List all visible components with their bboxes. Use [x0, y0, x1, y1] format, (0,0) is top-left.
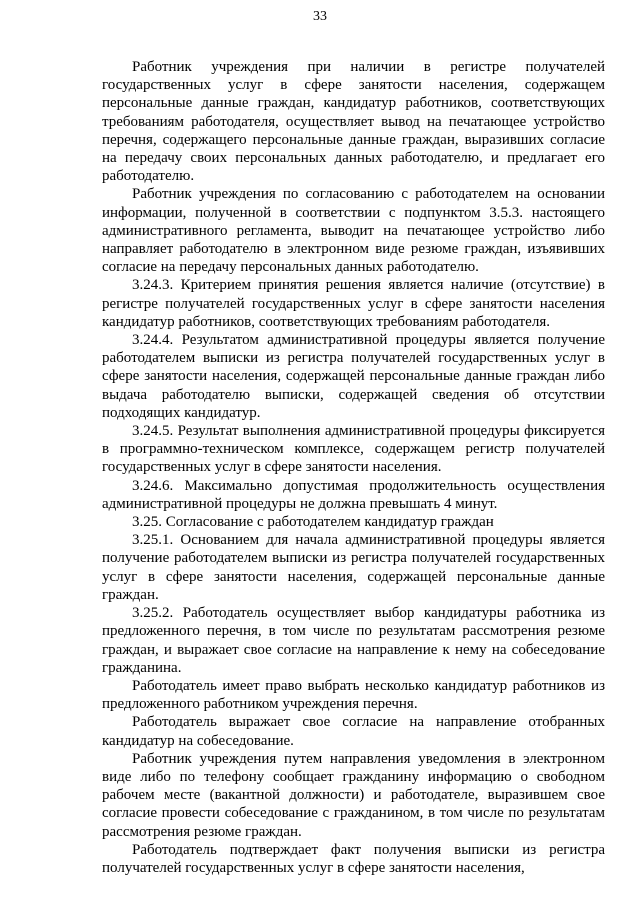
paragraph: Работник учреждения путем направления уведомления в электронном виде либо по телефону сообщает гражданину информацию о свободном рабочем месте (вакантной должности) и работодателе, выразившем свое согласие провести собеседование с гражданином, в том числе по результатам рассмотрения резюме граждан.	[102, 750, 605, 840]
paragraph: 3.24.6. Максимально допустимая продолжительность осуществления административной процедуры не должна превышать 4 минут.	[102, 477, 605, 512]
page-number: 33	[313, 9, 327, 24]
paragraph: 3.24.5. Результат выполнения административной процедуры фиксируется в программно-техническом комплексе, содержащем регистр получателей государственных услуг в сфере занятости населения.	[102, 423, 605, 476]
paragraph: Работник учреждения при наличии в регистре получателей государственных услуг в сфере занятости населения, содержащем персональные данные граждан, кандидатур работников, соответствующих требованиям работодателя, осуществляет вывод на печатающее устройство перечня, содержащего персональные данные граждан, выразивших согласие на передачу своих персональных данных работодателю, и предлагает его работодателю.	[102, 59, 605, 185]
paragraph: 3.24.3. Критерием принятия решения является наличие (отсутствие) в регистре получателей государственных услуг в сфере занятости населения кандидатур работников, соответствующих требованиям работодателя.	[102, 277, 605, 330]
paragraph: Работник учреждения по согласованию с работодателем на основании информации, полученной в соответствии с подпунктом 3.5.3. настоящего административного регламента, выводит на печатающее устройство либо направляет работодателю в электронном виде резюме граждан, изъявивших согласие на передачу персональных данных работодателю.	[102, 186, 605, 276]
paragraph: Работодатель подтверждает факт получения выписки из регистра получателей государственных услуг в сфере занятости населения,	[102, 841, 605, 876]
paragraph: 3.25.2. Работодатель осуществляет выбор кандидатуры работника из предложенного перечня, в том числе по результатам рассмотрения резюме граждан, и выражает свое согласие на направление к нему на собеседование гражданина.	[102, 605, 605, 676]
paragraph: 3.25.1. Основанием для начала административной процедуры является получение работодателем выписки из регистра получателей государственных услуг в сфере занятости населения, содержащей персональные данные граждан.	[102, 532, 605, 603]
paragraph: Работодатель выражает свое согласие на направление отобранных кандидатур на собеседование.	[102, 714, 605, 749]
document-body	[102, 58, 605, 877]
paragraph: 3.24.4. Результатом административной процедуры является получение работодателем выписки из регистра получателей государственных услуг в сфере занятости населения, содержащей персональные данные граждан либо выдача работодателю выписки, содержащей сведения об отсутствии подходящих кандидатур.	[102, 332, 605, 421]
section-heading: 3.25. Согласование с работодателем кандидатур граждан	[132, 514, 494, 531]
paragraph: Работодатель имеет право выбрать несколько кандидатур работников из предложенного работником учреждения перечня.	[102, 677, 605, 713]
